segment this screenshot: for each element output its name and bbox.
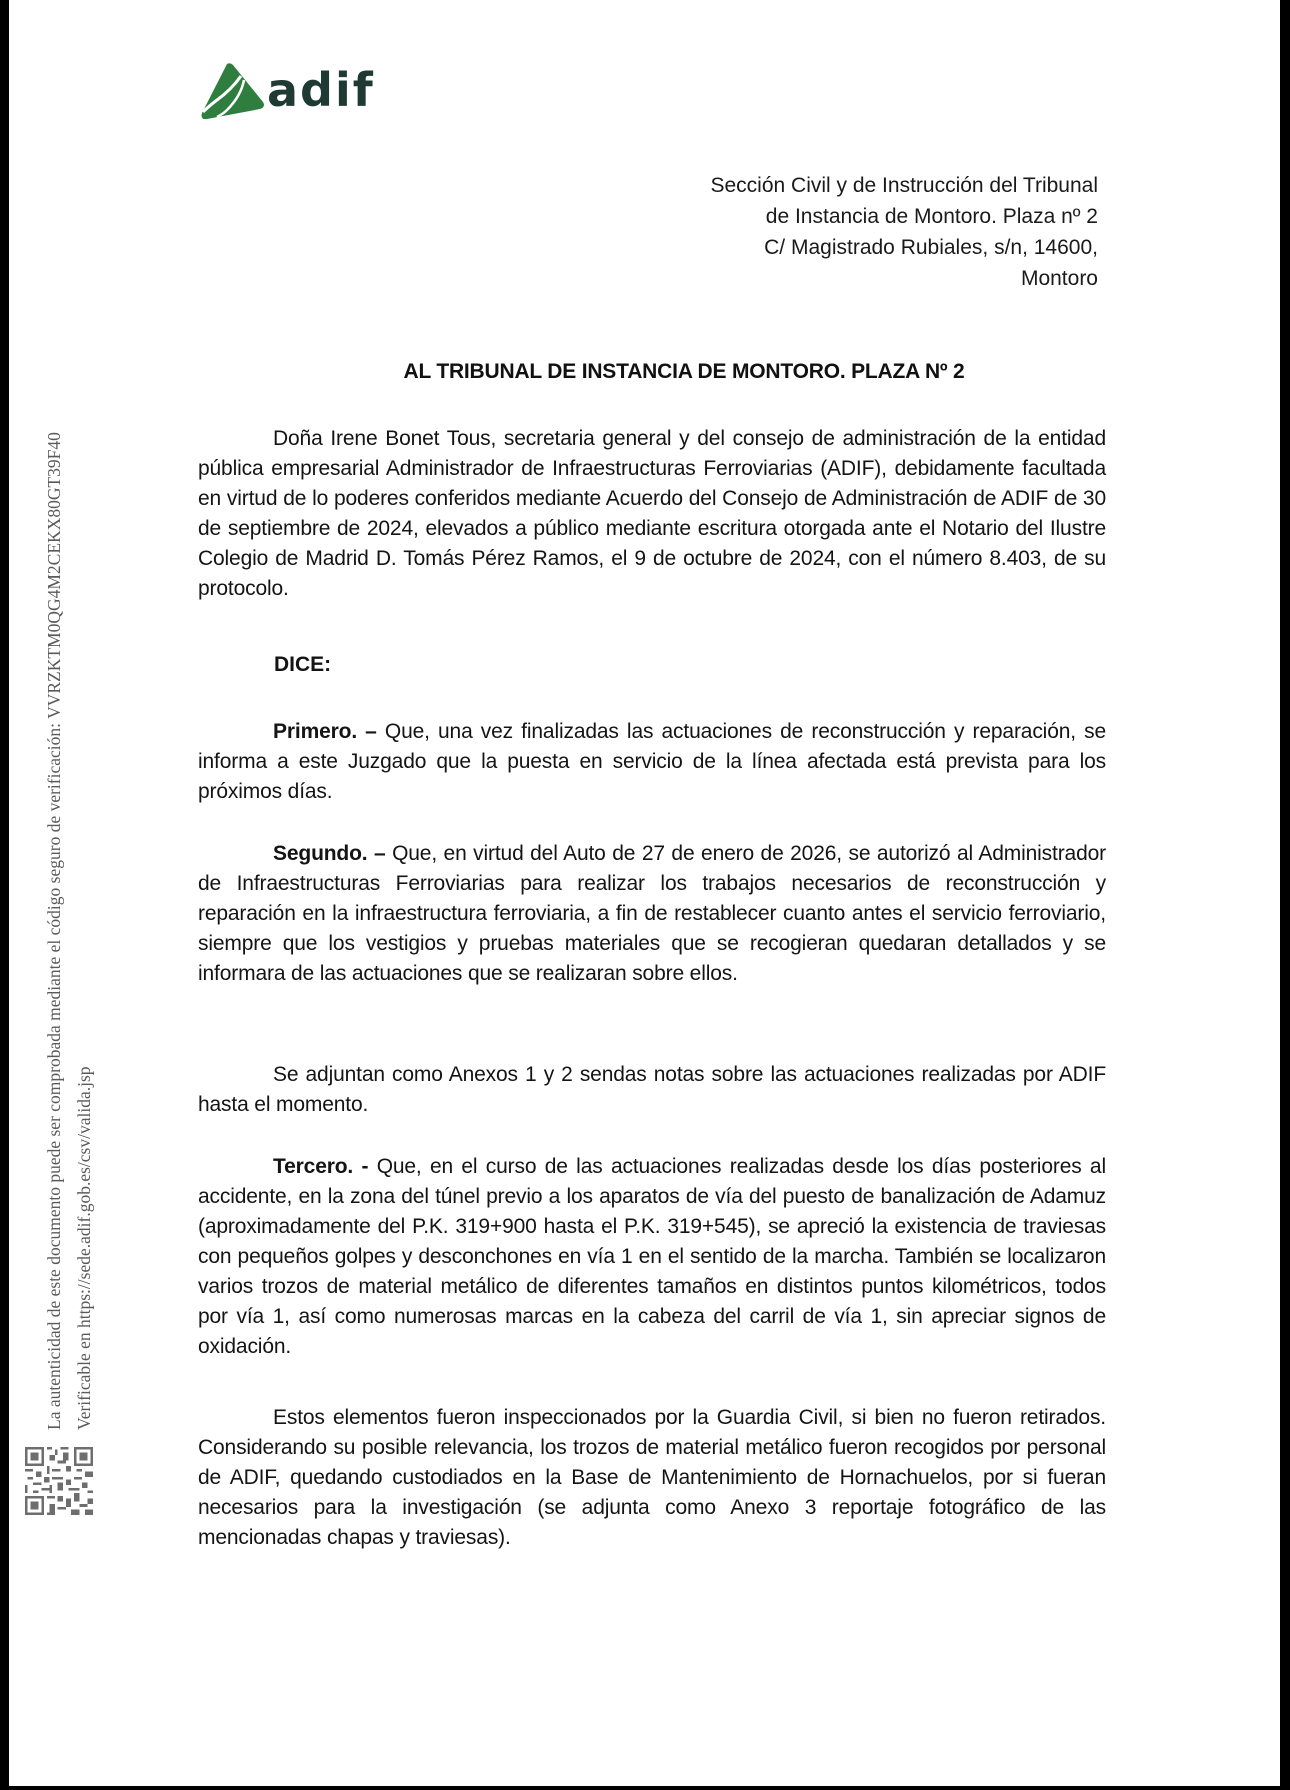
addressee-line: C/ Magistrado Rubiales, s/n, 14600, (764, 236, 1098, 259)
custody-paragraph (198, 1403, 1106, 1553)
annexes-paragraph (198, 1060, 1106, 1120)
annexes-text: Se adjuntan como Anexos 1 y 2 sendas notas sobre las actuaciones realizadas por ADIF hasta el momento. (198, 1063, 1106, 1116)
custody-text: Estos elementos fueron inspeccionados por la Guardia Civil, si bien no fueron retirados. Considerando su posible relevancia, los trozos de material metálico fueron recogidos por personal de ADIF, quedando custodiados en la Base de Mantenimiento de Hornachuelos, por si fueran necesarios para la investigación (se adjunta como Anexo 3 reportaje fotográfico de las mencionadas chapas y traviesas). (198, 1406, 1106, 1549)
section-tercero (198, 1152, 1106, 1362)
dice-heading: DICE: (274, 653, 332, 676)
section-segundo (198, 839, 1106, 989)
verification-side-text (39, 432, 99, 1430)
adif-logo (197, 58, 397, 122)
verification-csv-line: La autenticidad de este documento puede ser comprobada mediante el código seguro de verificación: VVRZKTM0QG4M2CEKX80GT39F40 (44, 432, 64, 1430)
intro-paragraph (198, 424, 1106, 604)
document-title: AL TRIBUNAL DE INSTANCIA DE MONTORO. PLAZA Nº 2 (403, 360, 965, 383)
adif-logo-mark-icon (197, 62, 267, 120)
document-page (9, 0, 1280, 1786)
section-text: Que, en virtud del Auto de 27 de enero de 2026, se autorizó al Administrador de Infraestructuras Ferroviarias para realizar los trabajos necesarios de reconstrucción y reparación en la infraestructura ferroviaria, a fin de restablecer cuanto antes el servicio ferroviario, siempre que los vestigios y pruebas materiales que se recogieran quedaran detallados y se informara de las actuaciones que se realizaran sobre ellos. (198, 842, 1106, 985)
verification-url-link[interactable]: Verificable en https://sede.adif.gob.es/csv/valida.jsp (74, 1066, 94, 1430)
section-text: Que, una vez finalizadas las actuaciones de reconstrucción y reparación, se informa a este Juzgado que la puesta en servicio de la línea afectada está prevista para los próximos días. (198, 720, 1106, 803)
section-lead: Primero. – (273, 720, 377, 743)
addressee-line: Montoro (1020, 267, 1098, 290)
section-lead: Tercero. - (273, 1155, 369, 1178)
adif-logo-text: adif (267, 63, 375, 117)
section-primero (198, 717, 1106, 807)
addressee-line: de Instancia de Montoro. Plaza nº 2 (765, 205, 1098, 228)
qr-code-icon (24, 1447, 94, 1515)
section-text: Que, en el curso de las actuaciones realizadas desde los días posteriores al accidente, en la zona del túnel previo a los aparatos de vía del puesto de banalización de Adamuz (aproximadamente del P.K. 319+900 hasta el P.K. 319+545), se apreció la existencia de traviesas con pequeños golpes y desconchones en vía 1 en el sentido de la marcha. También se localizaron varios trozos de material metálico de diferentes tamaños en distintos puntos kilométricos, todos por vía 1, así como numerosas marcas en la cabeza del carril de vía 1, sin apreciar signos de oxidación. (198, 1155, 1106, 1358)
addressee-line: Sección Civil y de Instrucción del Tribunal (710, 174, 1098, 197)
intro-text: Doña Irene Bonet Tous, secretaria general y del consejo de administración de la entidad pública empresarial Administrador de Infraestructuras Ferroviarias (ADIF), debidamente facultada en virtud de lo poderes conferidos mediante Acuerdo del Consejo de Administración de ADIF de 30 de septiembre de 2024, elevados a público mediante escritura otorgada ante el Notario del Ilustre Colegio de Madrid D. Tomás Pérez Ramos, el 9 de octubre de 2024, con el número 8.403, de su protocolo. (198, 427, 1106, 600)
addressee-block (710, 170, 1098, 294)
section-lead: Segundo. – (273, 842, 386, 865)
